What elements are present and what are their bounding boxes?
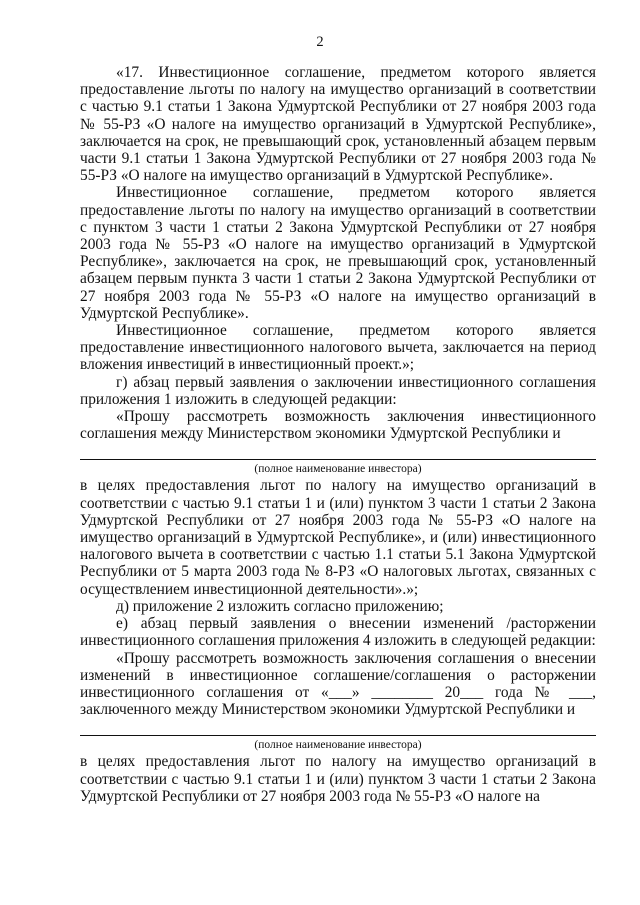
investor-name-blank-2: [80, 735, 596, 753]
paragraph-item-g: г) абзац первый заявления о заключении инвестиционного соглашения приложения 1 изложить в следующей редакции:: [80, 373, 596, 408]
paragraph-item-d: д) приложение 2 изложить согласно приложению;: [116, 597, 444, 615]
paragraph-term-property-point-3: Инвестиционное соглашение, предметом которого является предоставление льготы по налогу на имущество организаций в соответствии с пунктом 3 части 1 статьи 2 Закона Удмуртской Республики от 27 ноября 2003 года № 55-РЗ «О налоге на имущество организаций в Удмуртской Республике», заключается на срок, не превышающий срок, установленный абзацем первым пункта 3 части 1 статьи 2 Закона Удмуртской Республики от 27 ноября 2003 года № 55-РЗ «О налоге на имущество организаций в Удмуртской Республике».: [80, 184, 596, 322]
investor-name-caption: (полное наименование инвестора): [254, 463, 422, 476]
investor-name-blank-1: [80, 459, 596, 477]
page-number: 2: [316, 34, 324, 50]
investor-name-line: [80, 735, 596, 736]
paragraph-request-conclusion: «Прошу рассмотреть возможность заключения инвестиционного соглашения между Министерством экономики Удмуртской Республики и: [80, 408, 596, 443]
paragraph-request-amendment: «Прошу рассмотреть возможность заключения соглашения о внесении изменений в инвестиционное соглашение/соглашения о расторжении инвестиционного соглашения от «___» ________ 20___ года № ___, заключенного между Министерством экономики Удмуртской Республики и: [80, 649, 596, 719]
investor-name-caption: (полное наименование инвестора): [254, 739, 422, 752]
paragraph-purpose-benefits-continued: в целях предоставления льгот по налогу на имущество организаций в соответствии с частью 9.1 статьи 1 и (или) пунктом 3 части 1 статьи 2 Закона Удмуртской Республики от 27 ноября 2003 года № 55-РЗ «О налоге на: [80, 753, 596, 805]
document-body: [80, 64, 596, 805]
paragraph-item-e: е) абзац первый заявления о внесении изменений /расторжении инвестиционного соглашения приложения 4 изложить в следующей редакции:: [80, 615, 596, 650]
paragraph-term-investment-deduction: Инвестиционное соглашение, предметом которого является предоставление инвестиционного налогового вычета, заключается на период вложения инвестиций в инвестиционный проект.»;: [80, 322, 596, 374]
paragraph-17-term-property-9-1: «17. Инвестиционное соглашение, предметом которого является предоставление льготы по налогу на имущество организаций в соответствии с частью 9.1 статьи 1 Закона Удмуртской Республики от 27 ноября 2003 года № 55-РЗ «О налоге на имущество организаций в Удмуртской Республике», заключается на срок, не превышающий срок, установленный абзацем первым части 9.1 статьи 1 Закона Удмуртской Республики от 27 ноября 2003 года № 55-РЗ «О налоге на имущество организаций в Удмуртской Республике».: [80, 64, 596, 185]
investor-name-line: [80, 459, 596, 460]
paragraph-purpose-benefits: в целях предоставления льгот по налогу на имущество организаций в соответствии с частью 9.1 статьи 1 и (или) пунктом 3 части 1 статьи 2 Закона Удмуртской Республики от 27 ноября 2003 года № 55-РЗ «О налоге на имущество организаций в Удмуртской Республике», и (или) инвестиционного налогового вычета в соответствии с частью 1.1 статьи 5.1 Закона Удмуртской Республики от 5 марта 2003 года № 8-РЗ «О налоговых льготах, связанных с осуществлением инвестиционной деятельности».»;: [80, 477, 596, 598]
